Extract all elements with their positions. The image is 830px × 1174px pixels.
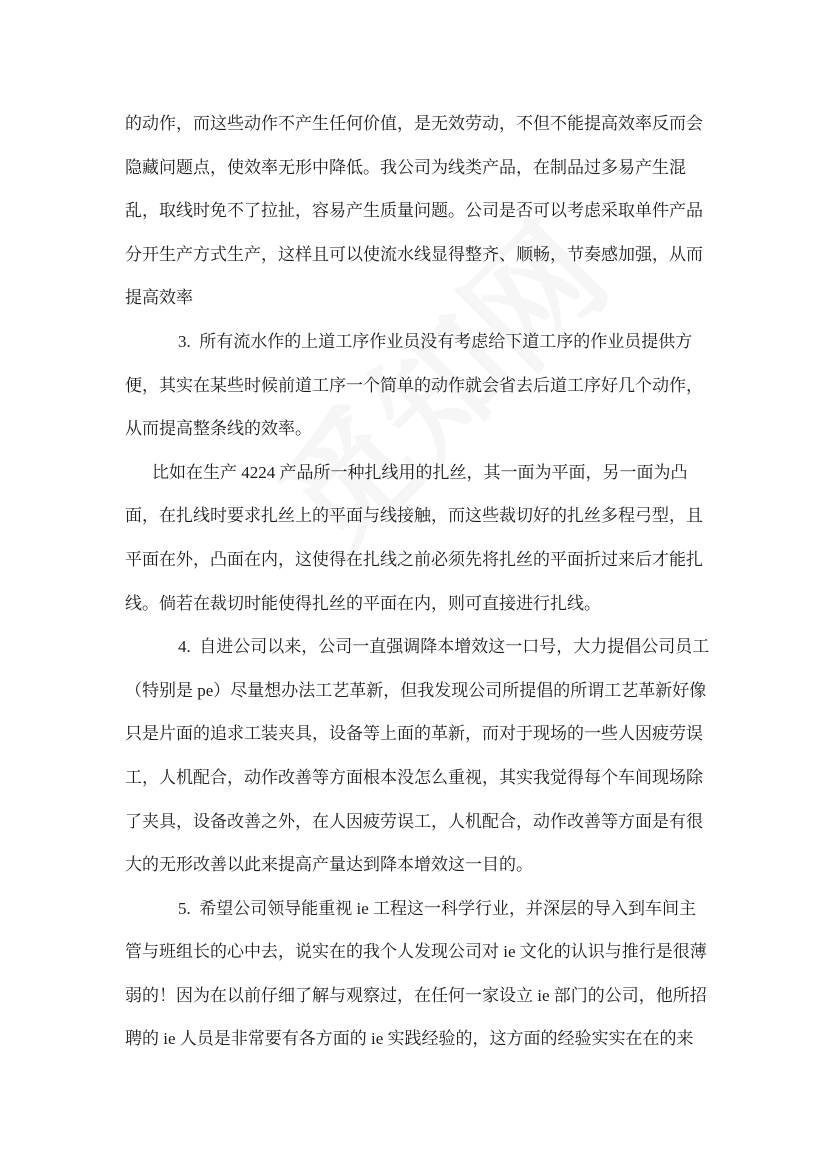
text-line: 弱的！因为在以前仔细了解与观察过，在任何一家设立 ie 部门的公司，他所招 xyxy=(125,985,707,1005)
text-line: 从而提高整条线的效率。 xyxy=(125,419,312,439)
paragraph-item-4 xyxy=(125,625,725,887)
text-line: 聘的 ie 人员是非常要有各方面的 ie 实践经验的，这方面的经验实实在在的来 xyxy=(125,1029,694,1049)
text-line: 3. 所有流水作的上道工序作业员没有考虑给下道工序的作业员提供方 xyxy=(178,331,693,351)
text-line: 隐藏问题点，使效率无形中降低。我公司为线类产品，在制品过多易产生混 xyxy=(125,157,686,177)
text-line: 平面在外，凸面在内，这使得在扎线之前必须先将扎丝的平面折过来后才能扎 xyxy=(125,549,703,569)
paragraph-continuation xyxy=(125,102,725,320)
text-line: 只是片面的追求工装夹具，设备等上面的革新，而对于现场的一些人因疲劳误 xyxy=(125,724,703,744)
text-line: 面，在扎线时要求扎丝上的平面与线接触，而这些裁切好的扎丝多程弓型，且 xyxy=(125,506,703,526)
paragraph-item-3 xyxy=(125,320,725,451)
text-line: 分开生产方式生产，这样且可以使流水线显得整齐、顺畅，节奏感加强，从而 xyxy=(125,244,703,264)
text-line: 大的无形改善以此来提高产量达到降本增效这一目的。 xyxy=(125,855,533,875)
document-body xyxy=(125,102,725,1061)
paragraph-example xyxy=(125,451,725,625)
text-line: 管与班组长的心中去，说实在的我个人发现公司对 ie 文化的认识与推行是很薄 xyxy=(125,942,707,962)
text-line: 的动作，而这些动作不产生任何价值，是无效劳动，不但不能提高效率反而会 xyxy=(125,114,703,133)
text-line: 乱，取线时免不了拉扯，容易产生质量问题。公司是否可以考虑采取单件产品 xyxy=(125,201,703,221)
text-line: 5. 希望公司领导能重视 ie 工程这一科学行业，并深层的导入到车间主 xyxy=(178,898,697,918)
text-line: 提高效率 xyxy=(125,288,193,308)
text-line: 4. 自进公司以来，公司一直强调降本增效这一口号，大力提倡公司员工 xyxy=(178,637,710,657)
paragraph-item-5 xyxy=(125,887,725,1061)
text-line: （特别是 pe）尽量想办法工艺革新，但我发现公司所提倡的所谓工艺革新好像 xyxy=(125,680,707,700)
text-line: 了夹具，设备改善之外，在人因疲劳误工，人机配合，动作改善等方面是有很 xyxy=(125,811,703,831)
text-line: 比如在生产 4224 产品所一种扎线用的扎丝，其一面为平面，另一面为凸 xyxy=(152,462,688,482)
text-line: 便，其实在某些时候前道工序一个简单的动作就会省去后道工序好几个动作， xyxy=(125,375,703,395)
text-line: 工，人机配合，动作改善等方面根本没怎么重视，其实我觉得每个车间现场除 xyxy=(125,767,703,787)
text-line: 线。倘若在裁切时能使得扎丝的平面在内，则可直接进行扎线。 xyxy=(125,593,601,613)
